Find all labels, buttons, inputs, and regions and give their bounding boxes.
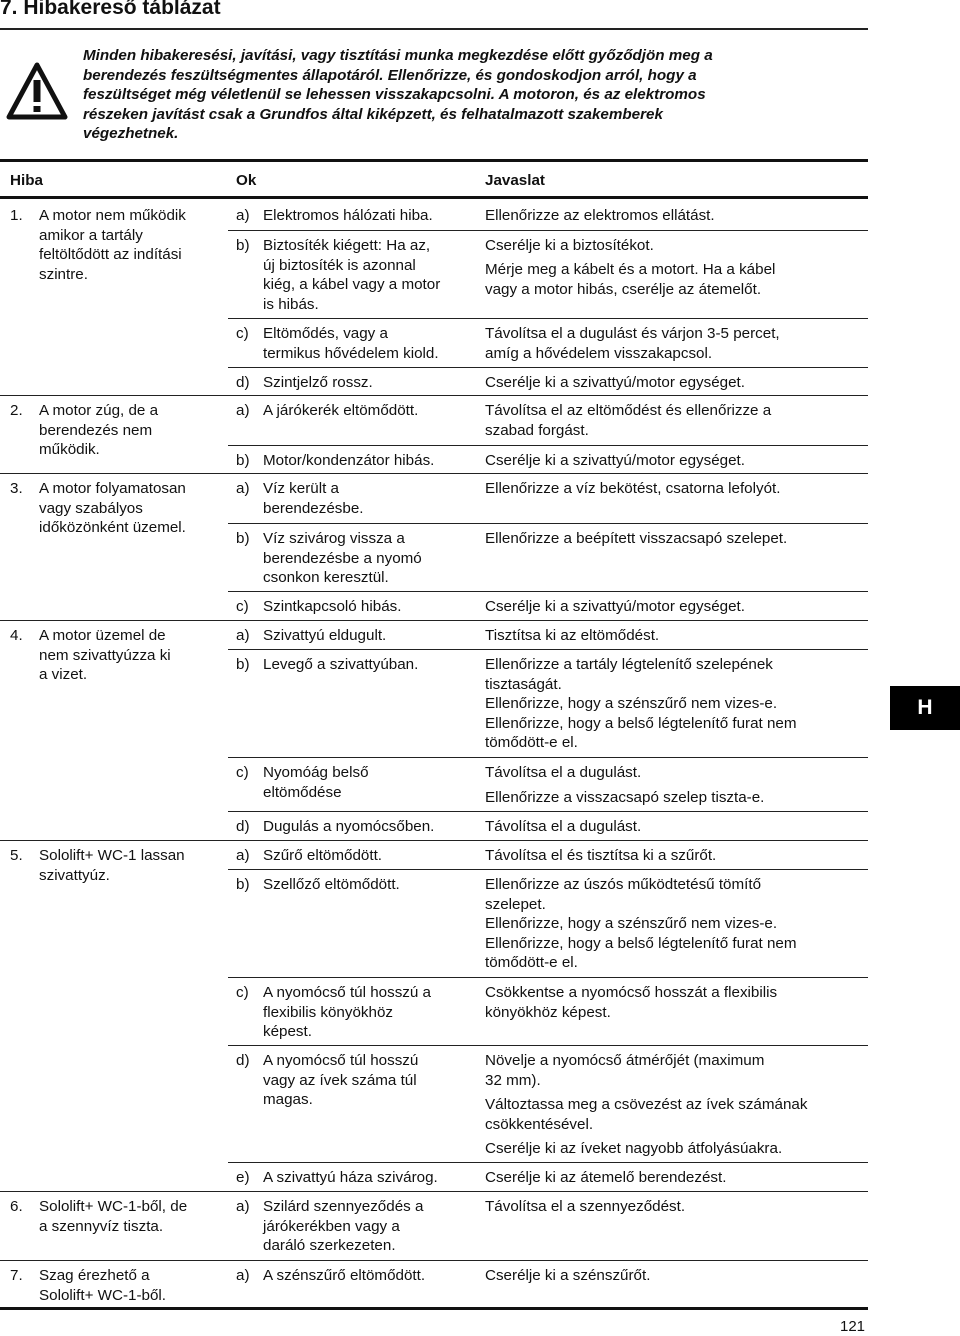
remedy-text: Ellenőrizze a tartály légtelenítő szelepének xyxy=(485,656,773,673)
fault-text: A motor folyamatosan xyxy=(39,480,186,497)
fault-number: 5. xyxy=(10,847,23,864)
warning-line: berendezés feszültségmentes állapotáról. Ellenőrizze, és gondoskodjon arról, hogy a xyxy=(83,66,697,84)
row-divider xyxy=(228,523,868,524)
row-divider xyxy=(0,395,868,396)
header-ok: Ok xyxy=(236,172,257,189)
fault-text: Sololift+ WC-1-ből, de xyxy=(39,1198,188,1215)
row-divider xyxy=(0,840,868,841)
row-divider xyxy=(228,445,868,446)
cause-letter: a) xyxy=(236,1267,250,1284)
remedy-text: Növelje a nyomócső átmérőjét (maximum xyxy=(485,1052,765,1069)
row-divider xyxy=(228,367,868,368)
cause-text: A szivattyú háza szivárog. xyxy=(263,1169,438,1186)
header-bottom-rule xyxy=(0,196,868,199)
row-divider xyxy=(0,1191,868,1192)
remedy-text: Tisztítsa ki az eltömődést. xyxy=(485,627,660,644)
remedy-text: tisztaságát. xyxy=(485,675,562,693)
remedy-text: Ellenőrizze, hogy a belső légtelenítő furat nem xyxy=(485,714,797,732)
row-divider xyxy=(0,620,868,621)
cause-letter: b) xyxy=(236,237,250,254)
remedy-text: Cserélje ki a biztosítékot. xyxy=(485,237,654,254)
cause-text: Szilárd szennyeződés a xyxy=(263,1198,424,1215)
cause-text: Elektromos hálózati hiba. xyxy=(263,207,433,224)
cause-letter: d) xyxy=(236,374,250,391)
row-divider xyxy=(228,757,868,758)
cause-letter: c) xyxy=(236,764,249,781)
remedy-text: tömődött-e el. xyxy=(485,954,578,972)
cause-text: Nyomóág belső xyxy=(263,764,369,781)
fault-number: 4. xyxy=(10,627,23,644)
row-divider xyxy=(230,318,868,319)
cause-letter: c) xyxy=(236,598,249,615)
fault-number: 3. xyxy=(10,480,23,497)
cause-text: Szintjelző rossz. xyxy=(263,374,373,391)
row-divider xyxy=(0,1260,868,1261)
cause-text: Víz szivárog vissza a xyxy=(263,530,405,547)
cause-text: képest. xyxy=(263,1023,312,1041)
fault-text: működik. xyxy=(39,441,100,459)
remedy-text: Távolítsa el a dugulást. xyxy=(485,764,642,781)
warning-line: végezhetnek. xyxy=(83,125,179,143)
remedy-text: könyökhöz képest. xyxy=(485,1003,611,1021)
cause-text: A szénszűrő eltömődött. xyxy=(263,1267,426,1284)
fault-number: 6. xyxy=(10,1198,23,1215)
remedy-text: Csökkentse a nyomócső hosszát a flexibilis xyxy=(485,984,778,1001)
page-title: 7. Hibakereső táblázat xyxy=(0,0,221,19)
remedy-text: Ellenőrizze, hogy a szénszűrő nem vizes-e. xyxy=(485,695,778,713)
page-number: 121 xyxy=(840,1318,866,1335)
warning-line: Minden hibakeresési, javítási, vagy tisztítási munka megkezdése előtt győződjön meg a xyxy=(83,47,713,64)
fault-text: Sololift+ WC-1-ből. xyxy=(39,1286,167,1304)
remedy-text: Mérje meg a kábelt és a motort. Ha a kábel xyxy=(485,261,776,278)
remedy-text: Cserélje ki a szénszűrőt. xyxy=(485,1267,651,1284)
row-divider xyxy=(228,869,868,870)
cause-text: A nyomócső túl hosszú xyxy=(263,1052,419,1069)
cause-letter: c) xyxy=(236,325,249,342)
cause-letter: b) xyxy=(236,876,250,893)
fault-number: 2. xyxy=(10,402,23,419)
remedy-text: 32 mm). xyxy=(485,1071,541,1089)
warning-line: feszültséget még véletlenül se lehessen visszakapcsolni. A motoron, és az elektromos xyxy=(83,86,706,104)
remedy-text: Távolítsa el a dugulást. xyxy=(485,818,642,835)
remedy-text: Ellenőrizze a visszacsapó szelep tiszta-e. xyxy=(485,789,765,806)
remedy-text: tömődött-e el. xyxy=(485,734,578,752)
remedy-text: amíg a hővédelem visszakapcsol. xyxy=(485,344,713,362)
fault-text: szintre. xyxy=(39,265,88,283)
cause-text: flexibilis könyökhöz xyxy=(263,1003,393,1021)
header-hiba: Hiba xyxy=(10,172,43,189)
cause-text: A járókerék eltömődött. xyxy=(263,402,419,419)
remedy-text: Ellenőrizze, hogy a belső légtelenítő furat nem xyxy=(485,934,797,952)
cause-text: Motor/kondenzátor hibás. xyxy=(263,452,435,469)
header-javaslat: Javaslat xyxy=(485,172,545,189)
remedy-text: szelepet. xyxy=(485,895,546,913)
fault-text: amikor a tartály xyxy=(39,226,143,244)
fault-text: A motor üzemel de xyxy=(39,627,166,644)
cause-text: Szellőző eltömődött. xyxy=(263,876,400,893)
remedy-text: Ellenőrizze a beépített visszacsapó szelepet. xyxy=(485,530,788,547)
cause-letter: a) xyxy=(236,480,250,497)
cause-letter: a) xyxy=(236,627,250,644)
cause-text: Dugulás a nyomócsőben. xyxy=(263,818,435,835)
row-divider xyxy=(228,977,868,978)
cause-text: Szivattyú eldugult. xyxy=(263,627,387,644)
remedy-text: Cserélje ki az íveket nagyobb átfolyásúakra. xyxy=(485,1140,783,1157)
fault-text: nem szivattyúzza ki xyxy=(39,646,171,664)
remedy-text: Cserélje ki a szivattyú/motor egységet. xyxy=(485,374,745,391)
cause-letter: a) xyxy=(236,207,250,224)
row-divider xyxy=(230,230,868,231)
language-tab: H xyxy=(890,686,960,730)
fault-text: A motor zúg, de a xyxy=(39,402,159,419)
remedy-text: Ellenőrizze a víz bekötést, csatorna lefolyót. xyxy=(485,480,781,497)
cause-text: termikus hővédelem kiold. xyxy=(263,344,439,362)
remedy-text: Ellenőrizze az elektromos ellátást. xyxy=(485,207,715,224)
title-rule xyxy=(0,28,868,30)
remedy-text: Változtassa meg a csövezést az ívek számának xyxy=(485,1096,808,1113)
cause-text: Biztosíték kiégett: Ha az, xyxy=(263,237,431,254)
remedy-text: Távolítsa el a szennyeződést. xyxy=(485,1198,686,1215)
row-divider xyxy=(228,591,868,592)
cause-text: Eltömődés, vagy a xyxy=(263,325,388,342)
cause-text: csonkon keresztül. xyxy=(263,569,389,587)
cause-text: vagy az ívek száma túl xyxy=(263,1071,417,1089)
cause-letter: c) xyxy=(236,984,249,1001)
cause-text: új biztosíték is azonnal xyxy=(263,256,416,274)
cause-text: berendezésbe a nyomó xyxy=(263,549,422,567)
cause-letter: a) xyxy=(236,402,250,419)
remedy-text: csökkentésével. xyxy=(485,1115,594,1133)
remedy-text: Cserélje ki a szivattyú/motor egységet. xyxy=(485,452,745,469)
remedy-text: Távolítsa el az eltömődést és ellenőrizze a xyxy=(485,402,772,419)
cause-text: A nyomócső túl hosszú a xyxy=(263,984,431,1001)
safety-warning xyxy=(83,46,853,144)
fault-text: szivattyúz. xyxy=(39,866,110,884)
table-top-rule xyxy=(0,159,868,162)
warning-line: részeken javítást csak a Grundfos által kiképzett, és felhatalmazott szakemberek xyxy=(83,105,663,123)
fault-text: a szennyvíz tiszta. xyxy=(39,1217,164,1235)
row-divider xyxy=(228,1162,868,1163)
cause-letter: b) xyxy=(236,530,250,547)
cause-text: járókerékben vagy a xyxy=(263,1217,400,1235)
cause-text: Szűrő eltömődött. xyxy=(263,847,383,864)
remedy-text: Ellenőrizze, hogy a szénszűrő nem vizes-e. xyxy=(485,915,778,933)
cause-text: berendezésbe. xyxy=(263,499,364,517)
cause-letter: d) xyxy=(236,1052,250,1069)
cause-text: Levegő a szivattyúban. xyxy=(263,656,419,673)
fault-text: A motor nem működik xyxy=(39,207,186,224)
remedy-text: Távolítsa el és tisztítsa ki a szűrőt. xyxy=(485,847,717,864)
fault-text: a vizet. xyxy=(39,666,88,684)
row-divider xyxy=(228,1045,868,1046)
cause-text: eltömődése xyxy=(263,783,342,801)
fault-text: berendezés nem xyxy=(39,421,153,439)
cause-text: Víz került a xyxy=(263,480,339,497)
fault-text: Szag érezhető a xyxy=(39,1267,150,1284)
fault-text: Sololift+ WC-1 lassan xyxy=(39,847,185,864)
remedy-text: Távolítsa el a dugulást és várjon 3-5 percet, xyxy=(485,325,780,342)
cause-letter: a) xyxy=(236,847,250,864)
cause-text: magas. xyxy=(263,1091,313,1109)
remedy-text: Cserélje ki a szivattyú/motor egységet. xyxy=(485,598,745,615)
fault-text: időközönként üzemel. xyxy=(39,519,186,537)
cause-letter: b) xyxy=(236,656,250,673)
fault-text: vagy szabályos xyxy=(39,499,143,517)
row-divider xyxy=(228,649,868,650)
cause-letter: e) xyxy=(236,1169,250,1186)
cause-text: daráló szerkezeten. xyxy=(263,1237,396,1255)
cause-text: kiég, a kábel vagy a motor xyxy=(263,276,441,294)
fault-text: feltöltődött az indítási xyxy=(39,246,182,264)
remedy-text: Ellenőrizze az úszós működtetésű tömítő xyxy=(485,876,762,893)
warning-icon xyxy=(6,62,68,120)
cause-text: is hibás. xyxy=(263,295,319,313)
cause-letter: a) xyxy=(236,1198,250,1215)
table-bottom-rule xyxy=(0,1307,868,1310)
cause-letter: d) xyxy=(236,818,250,835)
remedy-text: vagy a motor hibás, cserélje az átemelőt. xyxy=(485,280,762,298)
remedy-text: szabad forgást. xyxy=(485,421,589,439)
row-divider xyxy=(0,473,868,474)
cause-text: Szintkapcsoló hibás. xyxy=(263,598,402,615)
remedy-text: Cserélje ki az átemelő berendezést. xyxy=(485,1169,727,1186)
fault-number: 7. xyxy=(10,1267,23,1284)
row-divider xyxy=(228,811,868,812)
cause-letter: b) xyxy=(236,452,250,469)
fault-number: 1. xyxy=(10,207,23,224)
